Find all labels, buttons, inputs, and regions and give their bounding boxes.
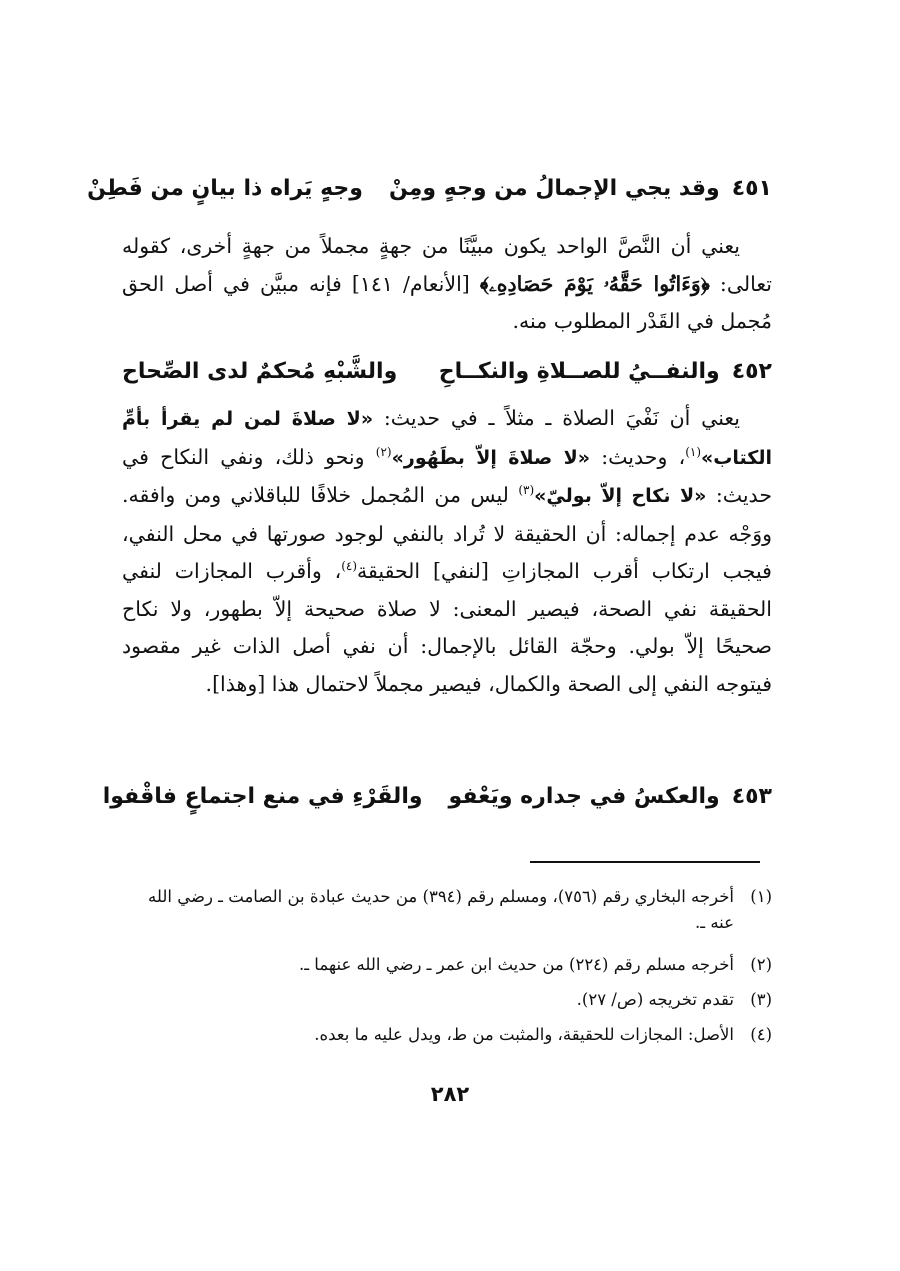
commentary-text: يعني أن النَّصَّ الواحد يكون مبيَّنًا من جهةٍ مجملاً من جهةٍ أخرى، كقوله تعالى: [122,234,772,296]
footnote-text: أخرجه مسلم رقم (٢٢٤) من حديث ابن عمر ـ رضي الله عنهما ـ. [298,955,734,974]
commentary-text: ونحو ذلك، ونفي النكاح في حديث: [122,444,772,507]
commentary-paragraph-1 [122,228,772,341]
verse-hemistich-2: والقَرْءِ في منع اجتماعٍ فاقْفوا [102,784,423,809]
verse-hemistich-2: وجهٍ يَراه ذا بيانٍ من فَطِنْ [87,176,363,201]
footnote-text: تقدم تخريجه (ص/ ٢٧). [576,990,734,1009]
commentary-text: ، وحديث: [601,444,686,469]
footnote-3 [122,987,772,1013]
commentary-text: ليس من المُجمل خلافًا للباقلاني ومن وافقه. ووَجْه عدم إجماله: أن الحقيقة لا تُراد بالنفي لوجود صورتها في محل النفي، فيجب ارتكاب أقرب المجازاتِ [لنفي] الحقيقة [122,483,772,583]
verse-number: ٤٥٢ [731,359,772,384]
footnote-ref: (١) [685,444,702,459]
footnote-number: (٣) [750,990,772,1009]
footnote-ref: (٤) [341,559,358,574]
commentary-paragraph-2 [122,400,772,703]
footnote-ref: (٢) [375,444,392,459]
footnote-number: (٢) [750,955,772,974]
quran-verse: ﴿وَءَاتُوا حَقَّهُۥ يَوْمَ حَصَادِهِۦ﴾ [479,271,710,296]
footnote-2 [122,952,772,978]
verse-hemistich-1: وقد يجي الإجمالُ من وجهٍ ومِنْ [388,176,720,201]
verse-hemistich-1: والنفــيُ للصــلاةِ والنكــاحِ [438,359,720,384]
footnote-4 [122,1022,772,1048]
footnote-separator [530,861,760,863]
verse-hemistich-2: والشَّبْهِ مُحكمٌ لدى الصِّحاح [122,359,398,384]
footnote-text: الأصل: المجازات للحقيقة، والمثبت من ط، ويدل عليه ما بعده. [314,1025,734,1044]
verse-hemistich-1: والعكسُ في جداره ويَعْفو [448,784,720,809]
verse-number: ٤٥١ [731,176,772,201]
verse-number: ٤٥٣ [731,784,772,809]
verse-453 [102,782,772,812]
commentary-text: يعني أن نَفْيَ الصلاة ـ مثلاً ـ في حديث: [383,406,740,430]
footnote-number: (٤) [750,1025,772,1044]
footnote-ref: (٣) [518,483,535,498]
commentary-text: ، وأقرب المجازات لنفي الحقيقة نفي الصحة، فيصير المعنى: لا صلاة صحيحة إلاّ بطهور، ولا نكاح صحيحًا إلاّ بولي. وحجّة القائل بالإجمال: أن نفي أصل الذات غير مقصود فيتوجه النفي إلى الصحة والكمال، فيصير مجملاً لاحتمال هذا [وهذا]. [122,559,773,696]
hadith-quote: «لا صلاةَ إلاّ بطَهُور» [391,446,591,469]
page-number: ٢٨٢ [430,1082,470,1106]
hadith-quote: «لا نكاح إلاّ بوليّ» [534,485,707,507]
hadith-quote: «لا صلاةَ لمن لم يقرأ بأمِّ الكتاب» [122,408,772,469]
verse-451 [87,174,772,204]
footnote-1 [122,884,772,936]
footnote-number: (١) [750,887,772,906]
commentary-text: [الأنعام/ ١٤١] فإنه مبيَّن في أصل الحق مُجمل في القَدْر المطلوب منه. [122,271,772,333]
footnote-text: أخرجه البخاري رقم (٧٥٦)، ومسلم رقم (٣٩٤) من حديث عبادة بن الصامت ـ رضي الله عنه ـ. [148,887,734,932]
verse-452 [122,357,772,387]
